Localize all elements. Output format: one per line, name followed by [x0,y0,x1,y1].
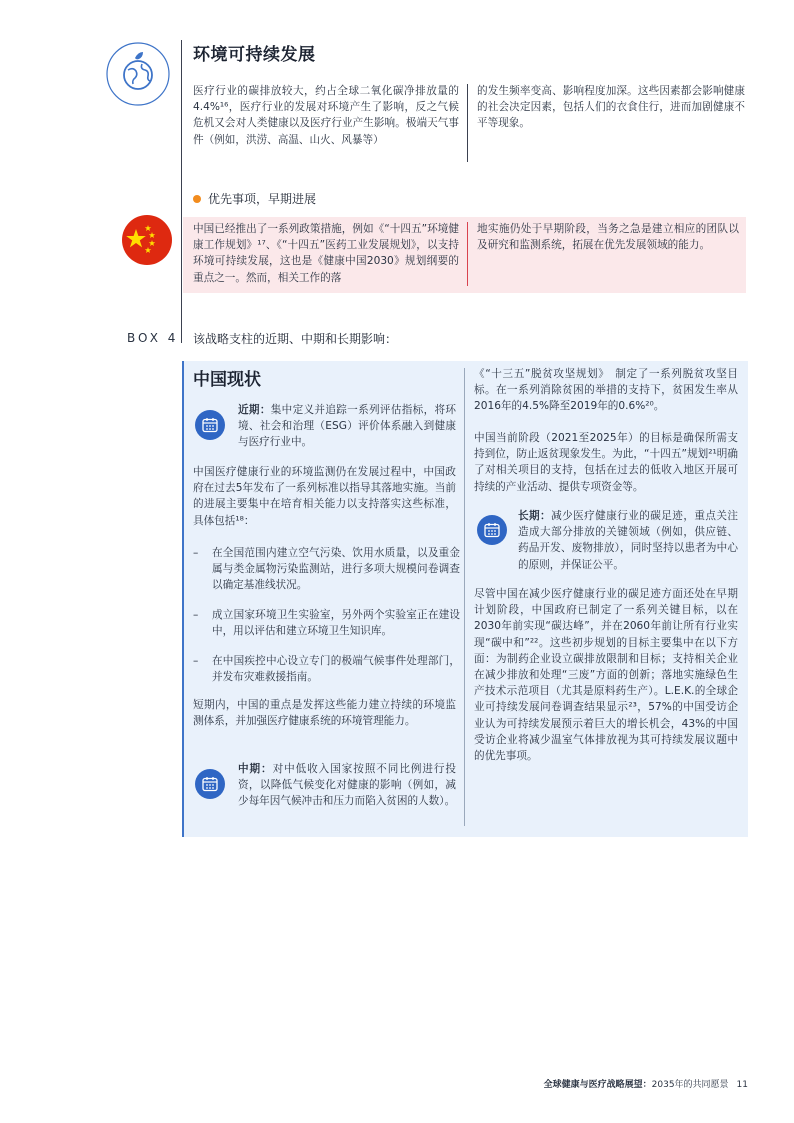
globe-leaf-icon [106,42,170,106]
priority-right: 地实施仍处于早期阶段，当务之急是建立相应的团队以及研究和监测系统，拓展在优先发展领域的能力。 [477,223,739,252]
section-rule [181,40,182,343]
calendar-icon [477,515,507,545]
intro-right: 的发生频率变高、影响程度加深。这些因素都会影响健康的社会决定因素，包括人们的衣食住行，进而加剧健康不平等现象。 [477,85,745,130]
mid-term-label: 中期： [238,763,273,775]
priority-bullet-dot [193,195,201,203]
box-heading: 该战略支柱的近期、中期和长期影响： [193,332,398,346]
page-number: 11 [736,1080,748,1090]
calendar-icon [195,410,225,440]
intro-left: 医疗行业的碳排放较大，约占全球二氧化碳净排放量的4.4%¹⁶，医疗行业的发展对环境产生了影响，反之气候危机又会对人类健康以及医疗行业产生影响。极端天气事件（例如，洪涝、高温、山火、风暴等） [193,85,459,146]
calendar-icon [195,769,225,799]
priority-divider [467,222,468,286]
box-paragraph-2: 短期内，中国的重点是发挥这些能力建立持续的环境监测体系，并加强医疗健康系统的环境管理能力。 [193,699,456,728]
box-title: 中国现状 [193,370,261,390]
footer-title-bold: 全球健康与医疗战略展望： [543,1080,652,1090]
box-right-paragraph-3: 尽管中国在减少医疗健康行业的碳足迹方面还处在早期计划阶段，中国政府已制定了一系列关键目标，以在2030年前实现“碳达峰”，并在2060年前让所有行业实现“碳中和”²²。这些初步规划的目标主要集中在以下方面：为制药企业设立碳排放限制和目标；支持相关企业在减少排放和处理“三废”方面的创新；落地实施绿色生产技术示范项目（尤其是原料药生产）。L.E.K.的全球企业可持续发展问卷调查结果显示²³，57%的中国受访企业认为可持续发展预示着巨大的增长机会，43%的中国受访企业将减少温室气体排放视为其可持续发展议题中的优先事项。 [474,588,738,763]
page-footer [544,1077,748,1090]
box-right-paragraph-1: 《“十三五”脱贫攻坚规划》 制定了一系列脱贫攻坚目标。在一系列消除贫困的举措的支持下，贫困发生率从2016年的4.5%降至2019年的0.6%²⁰。 [474,368,738,413]
near-term-text: 近期：集中定义并追踪一系列评估指标，将环境、社会和治理（ESG）评价体系融入到健康与医疗行业中。 [238,404,457,449]
long-term-text: 长期：减少医疗健康行业的碳足迹，重点关注造成大部分排放的关键领域（例如，供应链、药品开发、废物排放），同时坚持以患者为中心的原则，并保证公平。 [518,510,739,571]
near-term-label: 近期： [238,404,271,416]
section-title: 环境可持续发展 [193,45,316,65]
china-flag-icon [122,215,172,265]
box-divider [464,368,465,826]
priority-left: 中国已经推出了一系列政策措施，例如《“十四五”环境健康工作规划》¹⁷、《“十四五”医药工业发展规划》，以支持环境可持续发展，这也是《健康中国2030》规划纲要的重点之一。然而，相关工作的落 [193,223,459,284]
long-term-label: 长期： [518,510,552,522]
footer-title-rest: 2035年的共同愿景 [651,1080,729,1090]
box-label: BOX 4 [127,331,179,345]
box-right-paragraph-2: 中国当前阶段（2021至2025年）的目标是确保所需支持到位，防止返贫现象发生。为此，“十四五”规划²¹明确了对相关项目的支持，包括在过去的低收入地区开展可持续的产业活动、提供专项资金等。 [474,432,738,493]
intro-divider [467,84,468,162]
priority-heading: 优先事项，早期进展 [208,192,317,206]
box-paragraph-1: 中国医疗健康行业的环境监测仍在发展过程中，中国政府在过去5年发布了一系列标准以指导其落地实施。当前的进展主要集中在培育相关能力以支持落实这些标准，具体包括¹⁸： [193,466,456,527]
mid-term-text: 中期：对中低收入国家按照不同比例进行投资，以降低气候变化对健康的影响（例如，减少每年因气候冲击和压力而陷入贫困的人数）。 [238,763,457,808]
